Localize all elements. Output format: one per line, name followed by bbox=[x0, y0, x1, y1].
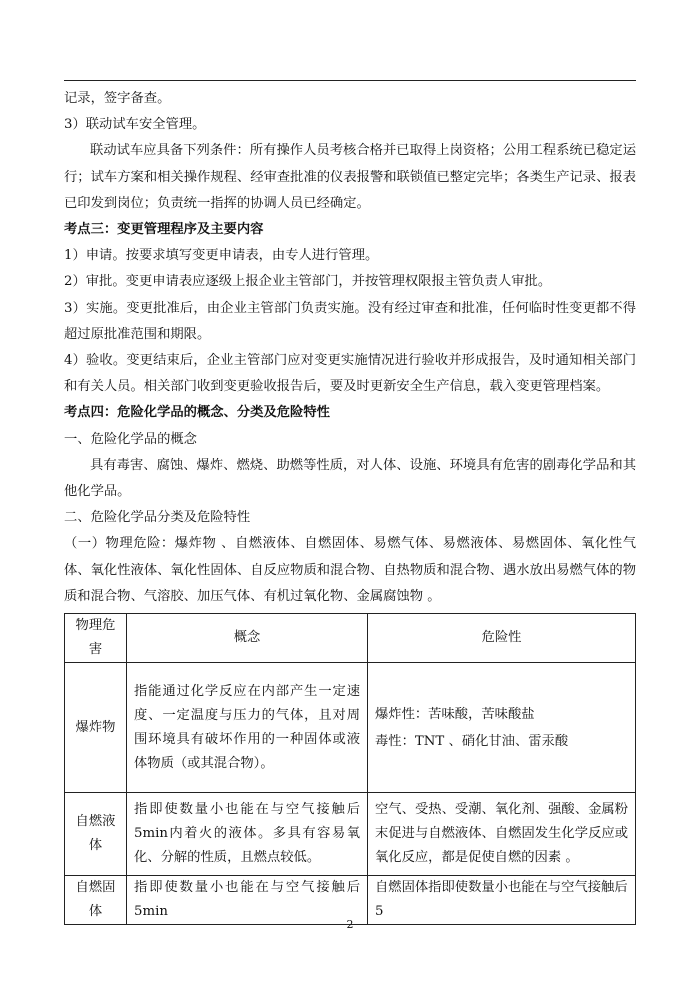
table-row bbox=[65, 793, 636, 876]
hazard-concept: 指即使数量小也能在与空气接触后5min内着火的液体。多具有容易氧化、分解的性质，且燃点较低。 bbox=[127, 793, 368, 876]
column-header: 危险性 bbox=[368, 614, 636, 663]
header-rule bbox=[64, 80, 636, 81]
subheading: 一、危险化学品的概念 bbox=[64, 431, 197, 447]
paragraph: 1）申请。按要求填写变更申请表，由专人进行管理。 bbox=[64, 248, 379, 264]
paragraph: 3）联动试车安全管理。 bbox=[64, 117, 206, 133]
column-header: 物理危害 bbox=[65, 614, 127, 663]
danger-line: 爆炸性：苦味酸，苦味酸盐 bbox=[375, 706, 535, 722]
hazard-danger bbox=[368, 793, 636, 876]
hazard-name: 自燃液体 bbox=[65, 793, 127, 876]
paragraph: 记录，签字备查。 bbox=[64, 91, 171, 106]
hazard-concept: 指即使数量小也能在与空气接触后5min bbox=[127, 876, 368, 925]
paragraph: 2）审批。变更申请表应逐级上报企业主管部门，并按管理权限报主管负责人审批。 bbox=[64, 274, 552, 290]
subheading: 二、危险化学品分类及危险特性 bbox=[64, 510, 251, 526]
paragraph: 具有毒害、腐蚀、爆炸、燃烧、助燃等性质，对人体、设施、环境具有危害的剧毒化学品和其他化学品。 bbox=[64, 457, 636, 500]
danger-line: 空气、受热、受潮、氧化剂、强酸、金属粉末促进与自燃液体、自燃固发生化学反应或氧化反应，都是促使自燃的因素 。 bbox=[375, 802, 628, 866]
hazard-danger bbox=[368, 663, 636, 793]
column-header: 概念 bbox=[127, 614, 368, 663]
hazard-concept: 指能通过化学反应在内部产生一定速度、一定温度与压力的气体，且对周围环境具有破坏作用的一种固体或液体物质（或其混合物）。 bbox=[127, 663, 368, 793]
danger-line: 毒性：TNT 、硝化甘油、雷汞酸 bbox=[375, 733, 569, 749]
danger-line: 自燃固体指即使数量小也能在与空气接触后5 bbox=[375, 880, 628, 920]
table-header-row bbox=[65, 614, 636, 663]
hazard-name: 自燃固体 bbox=[65, 876, 127, 925]
page-number: 2 bbox=[346, 918, 354, 931]
paragraph: 3）实施。变更批准后，由企业主管部门负责实施。没有经过审查和批准，任何临时性变更都不得超过原批准范围和期限。 bbox=[64, 300, 636, 342]
hazard-name: 爆炸物 bbox=[65, 663, 127, 793]
section-heading: 考点四：危险化学品的概念、分类及危险特性 bbox=[64, 405, 330, 421]
document-body bbox=[64, 86, 636, 925]
hazard-table bbox=[64, 613, 636, 925]
section-heading: 考点三：变更管理程序及主要内容 bbox=[64, 222, 264, 238]
paragraph: 4）验收。变更结束后，企业主管部门应对变更实施情况进行验收并形成报告，及时通知相关部门和有关人员。相关部门收到变更验收报告后，要及时更新安全生产信息，载入变更管理档案。 bbox=[64, 353, 636, 395]
table-row bbox=[65, 663, 636, 793]
paragraph: 联动试车应具备下列条件：所有操作人员考核合格并已取得上岗资格；公用工程系统已稳定运行；试车方案和相关操作规程、经审查批准的仪表报警和联锁值已整定完毕；各类生产记录、报表已印发到岗位；负责统一指挥的协调人员已经确定。 bbox=[64, 143, 636, 211]
paragraph: （一）物理危险：爆炸物 、自燃液体、自燃固体、易燃气体、易燃液体、易燃固体、氧化性气体、氧化性液体、氧化性固体、自反应物质和混合物、自热物质和混合物、遇水放出易燃气体的物质和混合物、气溶胶、加压气体、有机过氧化物、金属腐蚀物 。 bbox=[64, 536, 636, 604]
